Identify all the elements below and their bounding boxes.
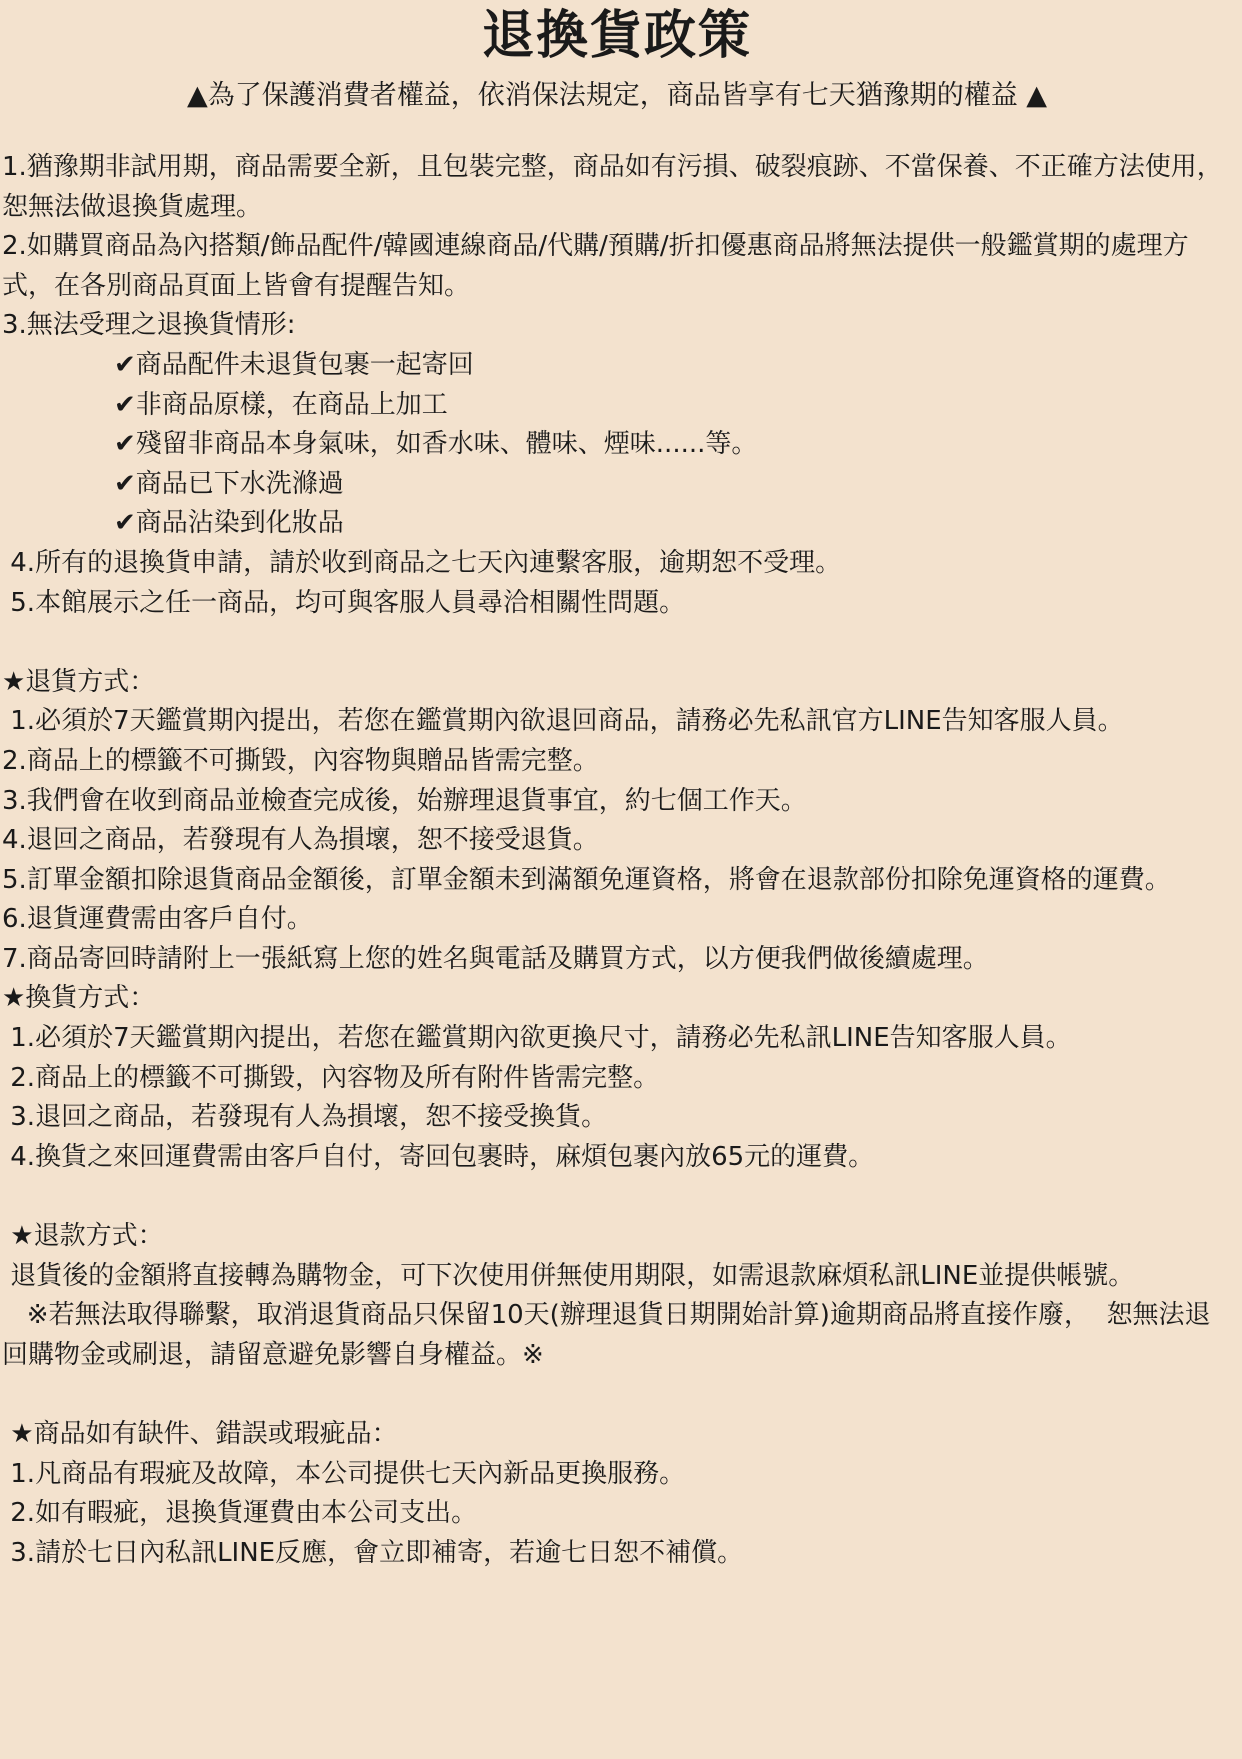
refund-body: 退貨後的金額將直接轉為購物金，可下次使用併無使用期限，如需退款麻煩私訊LINE並提供帳號。 [2, 1260, 1135, 1291]
defect-heading: ★商品如有缺件、錯誤或瑕疵品： [2, 1419, 398, 1449]
intro-item: 2.如購買商品為內搭類/飾品配件/韓國連線商品/代購/預購/折扣優惠商品將無法提供一般鑑賞期的處理方式，在各別商品頁面上皆會有提醒告知。 [2, 231, 1189, 301]
intro-item: 1.猶豫期非試用期，商品需要全新，且包裝完整，商品如有污損、破裂痕跡、不當保養、不正確方法使用，恕無法做退換貨處理。 [2, 152, 1223, 222]
exclusion-item: ✔商品配件未退貨包裹一起寄回 [114, 349, 474, 380]
return-heading: ★退貨方式： [2, 666, 156, 697]
spacer [2, 623, 1232, 663]
return-item: 2.商品上的標籤不可撕毀，內容物與贈品皆需完整。 [2, 745, 599, 776]
defect-item: 2.如有暇疵，退換貨運費由本公司支出。 [2, 1498, 478, 1529]
exclusion-item: ✔商品沾染到化妝品 [114, 508, 344, 539]
defect-item: 1.凡商品有瑕疵及故障，本公司提供七天內新品更換服務。 [2, 1458, 686, 1489]
return-item: 3.我們會在收到商品並檢查完成後，始辦理退貨事宜，約七個工作天。 [2, 785, 807, 816]
spacer [2, 1177, 1232, 1217]
return-item: 4.退回之商品，若發現有人為損壞，恕不接受退貨。 [2, 825, 599, 856]
policy-page [0, 4, 1242, 1759]
return-item: 7.商品寄回時請附上一張紙寫上您的姓名與電話及購買方式，以方便我們做後續處理。 [2, 943, 989, 974]
exchange-item: 4.換貨之來回運費需由客戶自付，寄回包裹時，麻煩包裹內放65元的運費。 [2, 1141, 875, 1172]
defect-item: 3.請於七日內私訊LINE反應，會立即補寄，若逾七日恕不補償。 [2, 1537, 744, 1568]
return-item: 6.退貨運費需由客戶自付。 [2, 904, 313, 935]
return-item: 5.訂單金額扣除退貨商品金額後，訂單金額未到滿額免運資格，將會在退款部份扣除免運資格的運費。 [2, 864, 1171, 895]
intro-item: 3.無法受理之退換貨情形: [2, 310, 296, 341]
refund-note: ※若無法取得聯繫，取消退貨商品只保留10天(辦理退貨日期開始計算)逾期商品將直接作廢， 恕無法退回購物金或刷退，請留意避免影響自身權益。※ [2, 1300, 1211, 1370]
exchange-heading: ★換貨方式： [2, 983, 156, 1014]
intro-item: 5.本館展示之任一商品，均可與客服人員尋洽相關性問題。 [2, 587, 686, 618]
exclusion-item: ✔殘留非商品本身氣味，如香水味、體味、煙味......等。 [114, 429, 758, 460]
intro-item: 4.所有的退換貨申請，請於收到商品之七天內連繫客服，逾期恕不受理。 [2, 547, 842, 578]
return-item: 1.必須於7天鑑賞期內提出，若您在鑑賞期內欲退回商品，請務必先私訊官方LINE告知客服人員。 [2, 706, 1124, 737]
exclusion-item: ✔商品已下水洗滌過 [114, 468, 344, 499]
page-subtitle: ▲為了保護消費者權益，依消保法規定，商品皆享有七天猶豫期的權益 ▲ [186, 80, 1048, 111]
policy-content [2, 148, 1232, 1573]
exclusion-item: ✔非商品原樣，在商品上加工 [114, 389, 448, 420]
exchange-item: 1.必須於7天鑑賞期內提出，若您在鑑賞期內欲更換尺寸，請務必先私訊LINE告知客服人員。 [2, 1023, 1072, 1054]
refund-heading: ★退款方式： [2, 1221, 164, 1252]
spacer [2, 1375, 1232, 1415]
exchange-item: 2.商品上的標籤不可撕毀，內容物及所有附件皆需完整。 [2, 1062, 660, 1093]
exchange-item: 3.退回之商品，若發現有人為損壞，恕不接受換貨。 [2, 1102, 608, 1133]
page-title: 退換貨政策 [481, 6, 752, 66]
